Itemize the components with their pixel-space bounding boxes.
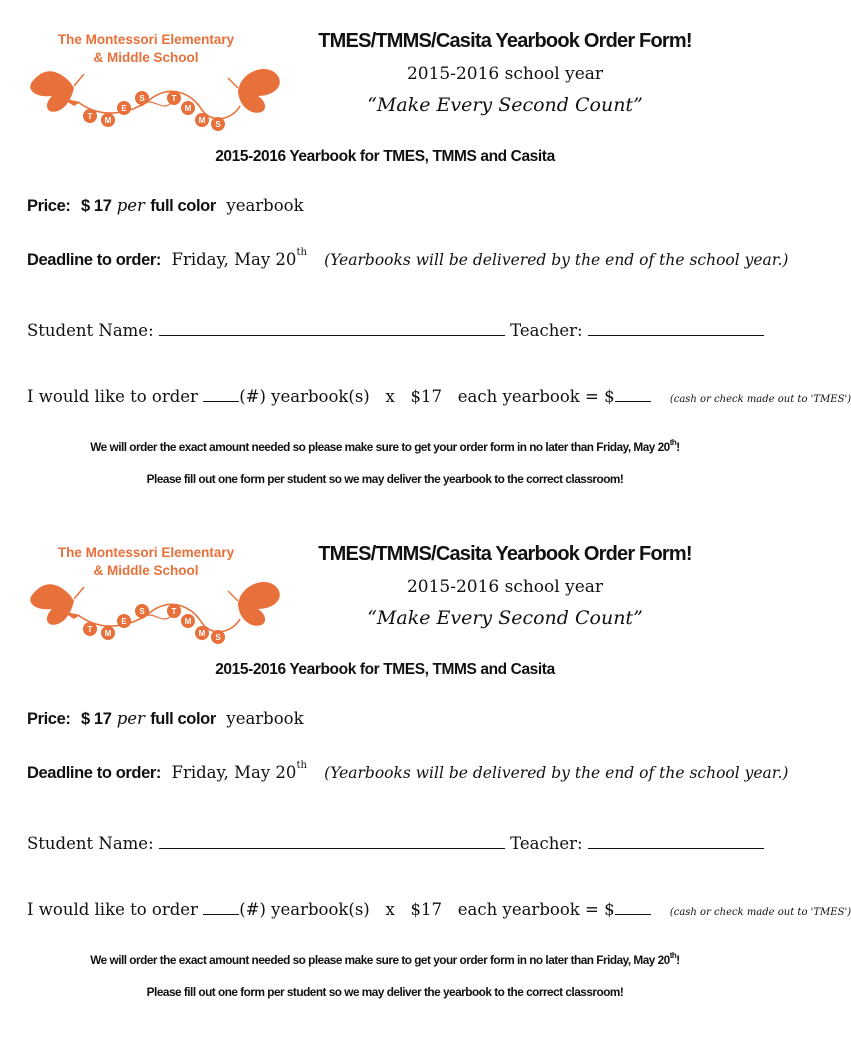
student-line — [27, 321, 764, 340]
student-line — [27, 834, 764, 853]
order-prefix: I would like to order — [27, 387, 198, 406]
price-per: per — [116, 196, 145, 215]
price-suffix: yearbook — [226, 196, 304, 215]
order-form-bottom — [0, 537, 851, 1037]
notice-text: We will order the exact amount needed so please make sure to get your order form in no later than Friday, May 20 — [90, 953, 670, 967]
logo-letter: S — [139, 94, 145, 103]
student-name-label: Student Name: — [27, 321, 154, 340]
order-total-field[interactable] — [615, 387, 651, 402]
price-per: per — [116, 709, 145, 728]
price-label: Price: — [27, 197, 71, 215]
logo-letter: M — [184, 104, 192, 113]
form-title: TMES/TMMS/Casita Yearbook Order Form! — [318, 30, 692, 52]
order-deadline-notice — [0, 953, 770, 967]
motto: “Make Every Second Count” — [367, 607, 643, 629]
deadline-line — [27, 760, 789, 783]
order-form-top — [0, 24, 851, 524]
school-logo — [22, 24, 290, 136]
logo-letter: T — [171, 94, 177, 103]
logo-letter: M — [198, 629, 206, 638]
deadline-note: (Yearbooks will be delivered by the end of the school year.) — [324, 764, 789, 782]
order-times: x — [385, 387, 395, 406]
logo-school-name-line1: The Montessori Elementary — [57, 32, 235, 47]
order-dollar: $ — [604, 900, 615, 919]
deadline-date: Friday, May 20 — [171, 250, 297, 269]
deadline-date-suffix: th — [296, 247, 307, 258]
order-line — [27, 900, 851, 919]
deadline-label: Deadline to order: — [27, 764, 161, 782]
order-times: x — [385, 900, 395, 919]
order-deadline-notice — [0, 440, 770, 454]
payment-note: (cash or check made out to 'TMES') — [669, 907, 851, 918]
logo-letter: S — [139, 607, 145, 616]
form-title: TMES/TMMS/Casita Yearbook Order Form! — [318, 543, 692, 565]
one-form-per-student-notice: Please fill out one form per student so we may deliver the yearbook to the correct classroom! — [146, 472, 624, 486]
order-each: each yearbook = — [457, 900, 599, 919]
deadline-date: Friday, May 20 — [171, 763, 297, 782]
order-unit-price: $17 — [410, 387, 443, 406]
logo-letter: S — [215, 120, 221, 129]
price-amount: $ 17 — [80, 197, 112, 215]
school-year: 2015-2016 school year — [406, 64, 604, 84]
deadline-line — [27, 247, 789, 270]
order-total-field[interactable] — [615, 900, 651, 915]
form-subtitle: 2015-2016 Yearbook for TMES, TMMS and Casita — [215, 148, 555, 165]
student-name-label: Student Name: — [27, 834, 154, 853]
logo-letter: E — [121, 617, 127, 626]
deadline-note: (Yearbooks will be delivered by the end of the school year.) — [324, 251, 789, 269]
logo-letter: E — [121, 104, 127, 113]
payment-note: (cash or check made out to 'TMES') — [669, 394, 851, 405]
motto: “Make Every Second Count” — [367, 94, 643, 116]
student-name-field[interactable] — [159, 834, 505, 849]
price-label: Price: — [27, 710, 71, 728]
logo-letter: M — [104, 629, 112, 638]
price-full-color: full color — [150, 197, 216, 215]
teacher-label: Teacher: — [510, 834, 583, 853]
price-amount: $ 17 — [80, 710, 112, 728]
logo-school-name-line2: & Middle School — [93, 50, 199, 65]
student-name-field[interactable] — [159, 321, 505, 336]
logo-letter: T — [171, 607, 177, 616]
logo-letter: M — [104, 116, 112, 125]
deadline-label: Deadline to order: — [27, 251, 161, 269]
notice-text: We will order the exact amount needed so please make sure to get your order form in no later than Friday, May 20 — [90, 440, 670, 454]
logo-letter: S — [215, 633, 221, 642]
form-subtitle: 2015-2016 Yearbook for TMES, TMMS and Casita — [215, 661, 555, 678]
school-year: 2015-2016 school year — [406, 577, 604, 597]
logo-letter: M — [184, 617, 192, 626]
logo-letter: T — [87, 625, 93, 634]
notice-date-suffix: th — [669, 438, 677, 447]
order-line — [27, 387, 851, 406]
logo-letter: T — [87, 112, 93, 121]
school-logo — [22, 537, 290, 649]
notice-exclamation: ! — [676, 953, 680, 967]
order-unit-price: $17 — [410, 900, 443, 919]
one-form-per-student-notice: Please fill out one form per student so we may deliver the yearbook to the correct classroom! — [146, 985, 624, 999]
price-line — [27, 709, 304, 729]
logo-letter: M — [198, 116, 206, 125]
teacher-field[interactable] — [588, 834, 764, 849]
teacher-field[interactable] — [588, 321, 764, 336]
order-quantity-hint: (#) yearbook(s) — [239, 387, 370, 406]
order-quantity-field[interactable] — [203, 387, 239, 402]
order-dollar: $ — [604, 387, 615, 406]
notice-exclamation: ! — [676, 440, 680, 454]
order-quantity-field[interactable] — [203, 900, 239, 915]
order-each: each yearbook = — [457, 387, 599, 406]
deadline-date-suffix: th — [296, 760, 307, 771]
teacher-label: Teacher: — [510, 321, 583, 340]
logo-school-name-line1: The Montessori Elementary — [57, 545, 235, 560]
price-full-color: full color — [150, 710, 216, 728]
notice-date-suffix: th — [669, 951, 677, 960]
logo-school-name-line2: & Middle School — [93, 563, 199, 578]
order-quantity-hint: (#) yearbook(s) — [239, 900, 370, 919]
price-line — [27, 196, 304, 216]
price-suffix: yearbook — [226, 709, 304, 728]
order-prefix: I would like to order — [27, 900, 198, 919]
